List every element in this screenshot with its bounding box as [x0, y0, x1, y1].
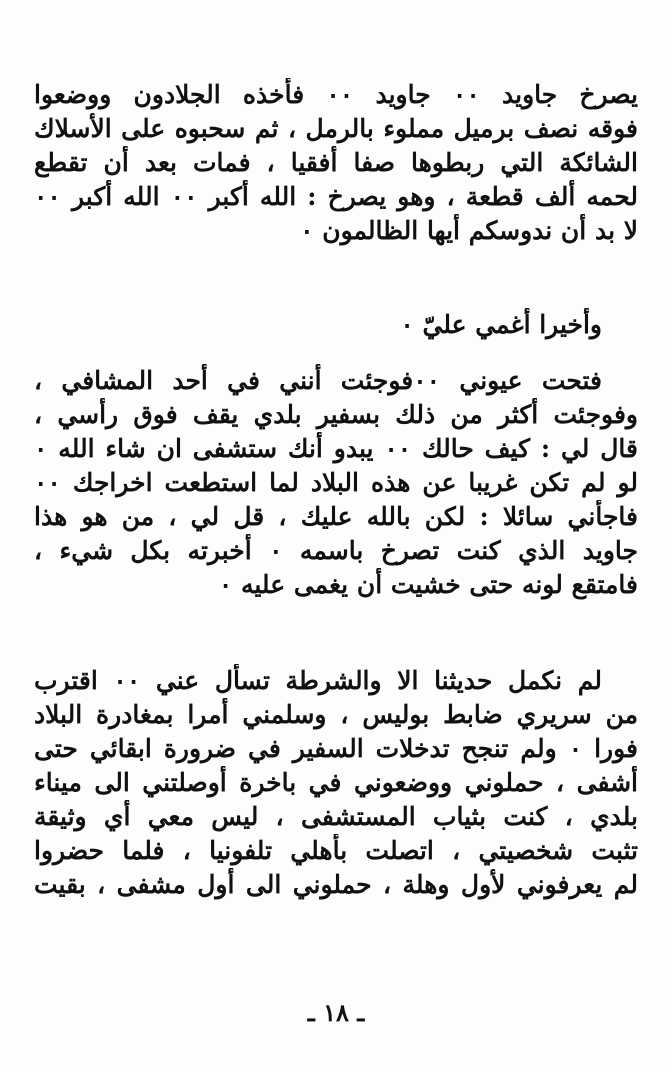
paragraph-1 — [34, 78, 638, 248]
paragraph-2 — [34, 308, 638, 342]
paragraph-4 — [34, 664, 638, 902]
text-line: قال لي : كيف حالك ٠٠ يبدو أنك ستشفى ان شاء الله ٠ — [34, 434, 638, 463]
text-line: فامتقع لونه حتى خشيت أن يغمى عليه ٠ — [218, 570, 638, 599]
text-line: من سريري ضابط بوليس ، وسلمني أمرا بمغادرة البلاد — [34, 700, 638, 729]
text-line: لم يعرفوني لأول وهلة ، حملوني الى أول مشفى ، بقيت — [34, 870, 638, 899]
text-line: أشفى ، حملوني ووضعوني في باخرة أوصلتني الى ميناء — [34, 768, 638, 797]
text-line: لم نكمل حديثنا الا والشرطة تسأل عني ٠٠ اقترب — [34, 666, 602, 695]
text-line: فوقه نصف برميل مملوء بالرمل ، ثم سحبوه على الأسلاك — [34, 114, 638, 143]
text-line: فورا ٠ ولم تنجح تدخلات السفير في ضرورة ابقائي حتى — [34, 734, 638, 763]
text-line: وأخيرا أغمي عليّ ٠ — [400, 310, 602, 339]
paragraph-3 — [34, 364, 638, 602]
text-line: فاجأني سائلا : لكن بالله عليك ، قل لي ، من هو هذا — [34, 502, 638, 531]
text-line: يصرخ جاويد ٠٠ جاويد ٠٠ فأخذه الجلادون ووضعوا — [34, 80, 638, 109]
text-line: بلدي ، كنت بثياب المستشفى ، ليس معي أي وثيقة — [34, 802, 638, 831]
text-line: لو لم تكن غريبا عن هذه البلاد لما استطعت اخراجك ٠٠ — [34, 468, 638, 497]
text-line: فتحت عيوني ٠٠فوجئت أنني في أحد المشافي ، — [34, 366, 602, 395]
text-line: وفوجئت أكثر من ذلك بسفير بلدي يقف فوق رأسي ، — [34, 400, 638, 429]
text-line: لا بد أن ندوسكم أيها الظالمون ٠ — [300, 216, 638, 245]
text-line: جاويد الذي كنت تصرخ باسمه ٠ أخبرته بكل شيء ، — [34, 536, 638, 565]
text-line: لحمه ألف قطعة ، وهو يصرخ : الله أكبر ٠٠ الله أكبر ٠٠ — [34, 182, 638, 211]
page-number: ـ ١٨ ـ — [307, 998, 365, 1027]
text-line: تثبت شخصيتي ، اتصلت بأهلي تلفونيا ، فلما حضروا — [34, 836, 638, 865]
text-line: الشائكة التي ربطوها صفا أفقيا ، فمات بعد أن تقطع — [34, 148, 638, 177]
